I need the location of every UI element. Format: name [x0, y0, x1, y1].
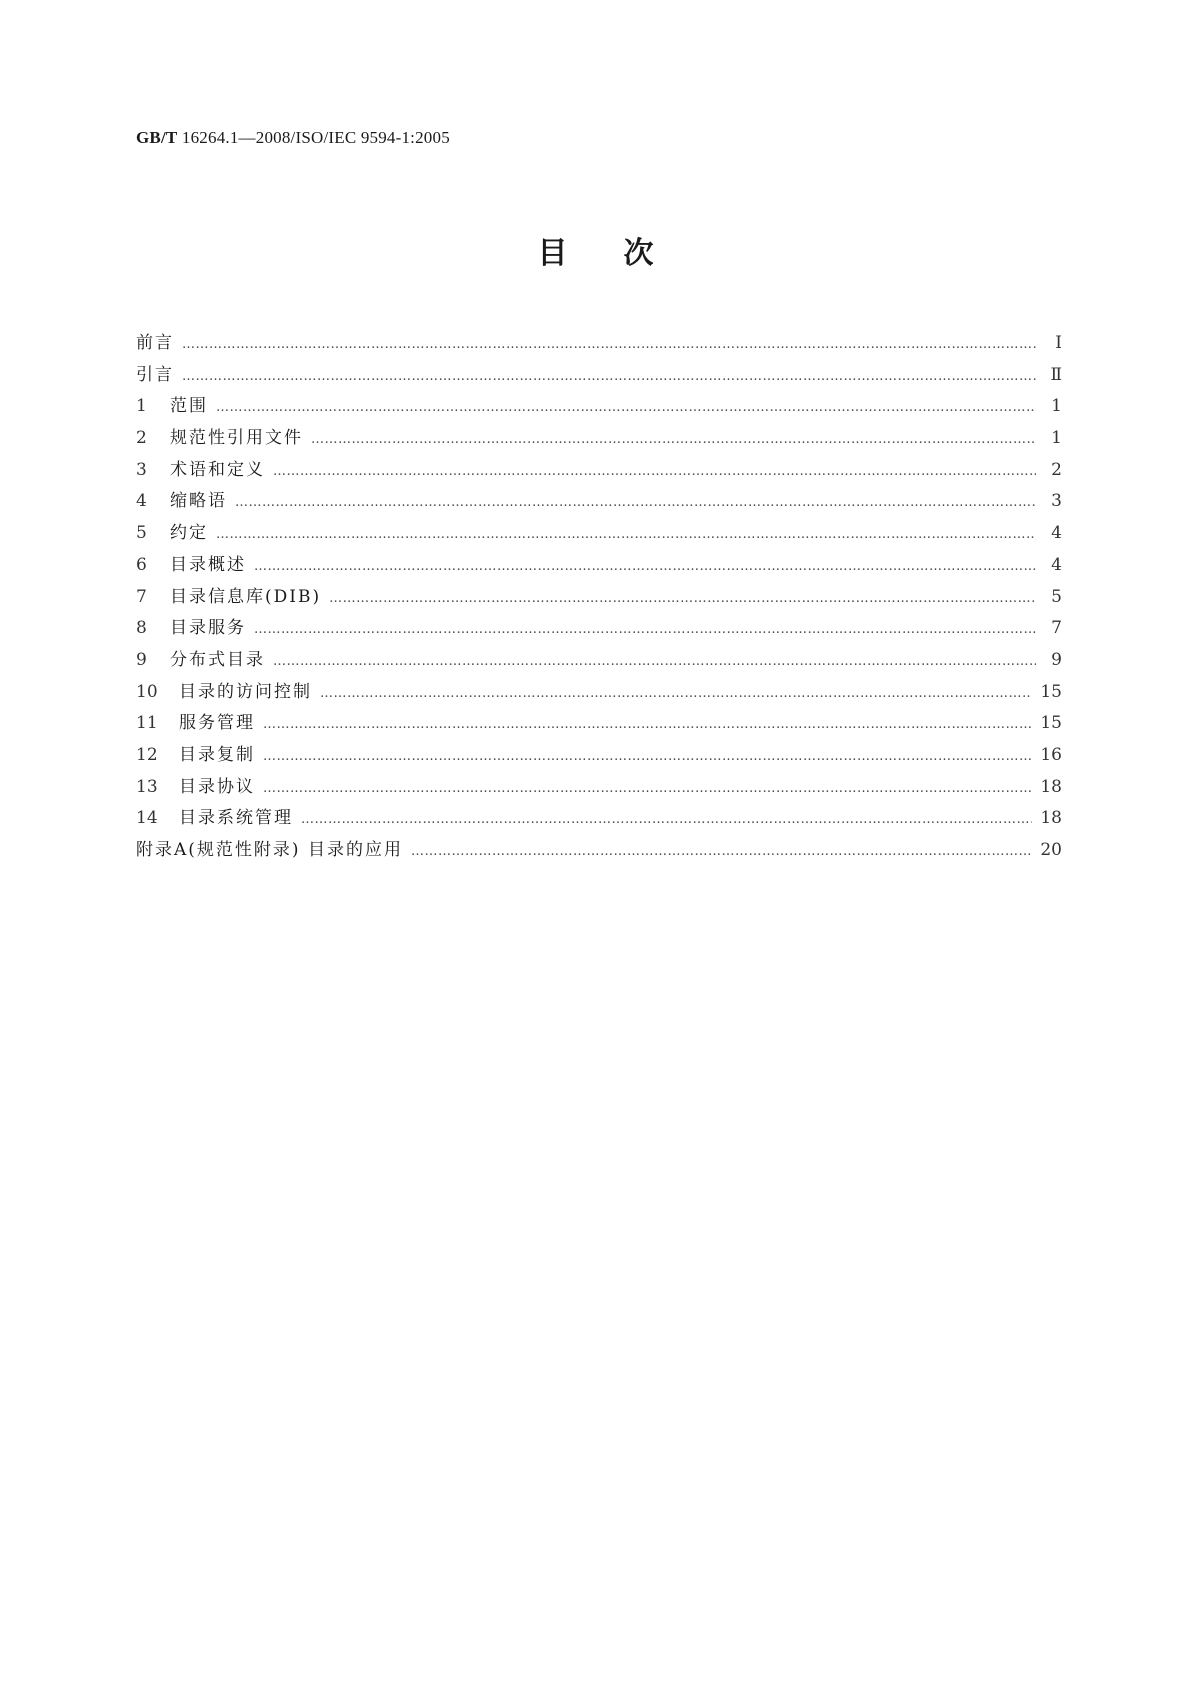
- toc-entry-number: 14: [136, 808, 158, 829]
- toc-entry-number: 5: [136, 523, 147, 544]
- toc-entry-preface[interactable]: [136, 328, 1062, 360]
- toc-dot-leader: [235, 487, 1036, 519]
- toc-entry-label: 分布式目录: [170, 649, 265, 670]
- toc-dot-leader: [329, 583, 1036, 615]
- toc-entry-label: 目录协议: [179, 776, 255, 797]
- toc-entry-number: 4: [136, 491, 147, 512]
- toc-page-number: 18: [1040, 808, 1062, 829]
- toc-entry-label: 规范性引用文件: [170, 428, 303, 449]
- standard-prefix: GB/T: [136, 128, 178, 147]
- toc-entry-number: 11: [136, 713, 158, 734]
- toc-page-number: 3: [1051, 491, 1062, 512]
- toc-entry-label: 附录A(规范性附录) 目录的应用: [136, 840, 403, 860]
- toc-dot-leader: [182, 361, 1036, 393]
- toc-page-number: 16: [1040, 744, 1062, 765]
- toc-dot-leader: [273, 646, 1036, 678]
- toc-entry-label: 目录服务: [170, 618, 246, 639]
- toc-entry-label: 目录复制: [179, 744, 255, 765]
- toc-entry-10[interactable]: [136, 677, 1062, 709]
- toc-entry-number: 8: [136, 618, 147, 639]
- toc-entry-9[interactable]: [136, 645, 1062, 677]
- toc-dot-leader: [263, 773, 1032, 805]
- toc-dot-leader: [411, 836, 1032, 868]
- toc-entry-7[interactable]: [136, 582, 1062, 614]
- toc-page-number: 15: [1040, 713, 1062, 734]
- toc-entry-number: 1: [136, 396, 147, 417]
- toc-entry-14[interactable]: [136, 803, 1062, 835]
- toc-entry-number: 3: [136, 459, 147, 480]
- toc-dot-leader: [254, 614, 1036, 646]
- toc-entry-13[interactable]: [136, 772, 1062, 804]
- table-of-contents: [136, 328, 1062, 867]
- toc-entry-label: 服务管理: [179, 713, 255, 734]
- toc-dot-leader: [273, 456, 1036, 488]
- toc-entry-3[interactable]: [136, 455, 1062, 487]
- toc-page-number: 1: [1051, 396, 1062, 417]
- toc-entry-number: 12: [136, 744, 158, 765]
- toc-entry-12[interactable]: [136, 740, 1062, 772]
- toc-entry-6[interactable]: [136, 550, 1062, 582]
- toc-entry-label: 范围: [170, 396, 208, 417]
- toc-entry-number: 7: [136, 586, 147, 607]
- toc-page-number: 5: [1051, 586, 1062, 607]
- toc-entry-label: 术语和定义: [170, 459, 265, 480]
- toc-entry-label: 引言: [136, 364, 174, 385]
- toc-entry-4[interactable]: [136, 486, 1062, 518]
- toc-page-number: 7: [1051, 618, 1062, 639]
- toc-dot-leader: [263, 709, 1032, 741]
- standard-number: 16264.1—2008/ISO/IEC 9594-1:2005: [181, 128, 450, 147]
- toc-entry-number: 10: [136, 681, 158, 702]
- toc-entry-label: 目录的访问控制: [179, 681, 312, 702]
- toc-page-number: Ⅱ: [1050, 364, 1062, 385]
- toc-entry-label: 目录概述: [170, 554, 246, 575]
- toc-dot-leader: [254, 551, 1036, 583]
- toc-dot-leader: [311, 424, 1036, 456]
- toc-entry-introduction[interactable]: [136, 360, 1062, 392]
- toc-page-number: 4: [1051, 554, 1062, 575]
- toc-dot-leader: [216, 392, 1036, 424]
- toc-dot-leader: [263, 741, 1032, 773]
- toc-dot-leader: [182, 329, 1036, 361]
- toc-page-number: 18: [1040, 776, 1062, 797]
- toc-entry-number: 13: [136, 776, 158, 797]
- toc-page-number: Ⅰ: [1055, 333, 1062, 353]
- toc-page-number: 2: [1051, 459, 1062, 480]
- toc-entry-label: 目录信息库(DIB): [170, 586, 322, 607]
- toc-entry-number: 2: [136, 428, 147, 449]
- toc-entry-label: 缩略语: [170, 491, 227, 512]
- toc-page-number: 1: [1051, 428, 1062, 449]
- toc-entry-label: 前言: [136, 333, 174, 353]
- toc-entry-number: 6: [136, 554, 147, 575]
- toc-page-number: 20: [1040, 840, 1062, 860]
- toc-dot-leader: [320, 678, 1032, 710]
- toc-entry-label: 目录系统管理: [179, 808, 293, 829]
- toc-entry-5[interactable]: [136, 518, 1062, 550]
- toc-entry-11[interactable]: [136, 708, 1062, 740]
- toc-dot-leader: [216, 519, 1036, 551]
- toc-page-number: 15: [1040, 681, 1062, 702]
- toc-page-number: 9: [1051, 649, 1062, 670]
- standard-code-header: [136, 128, 450, 148]
- toc-page-number: 4: [1051, 523, 1062, 544]
- toc-entry-annex-a[interactable]: [136, 835, 1062, 867]
- toc-entry-2[interactable]: [136, 423, 1062, 455]
- toc-entry-8[interactable]: [136, 613, 1062, 645]
- toc-entry-label: 约定: [170, 523, 208, 544]
- toc-entry-1[interactable]: [136, 391, 1062, 423]
- page-title: 目次: [537, 236, 710, 271]
- toc-dot-leader: [301, 804, 1032, 836]
- toc-entry-number: 9: [136, 649, 147, 670]
